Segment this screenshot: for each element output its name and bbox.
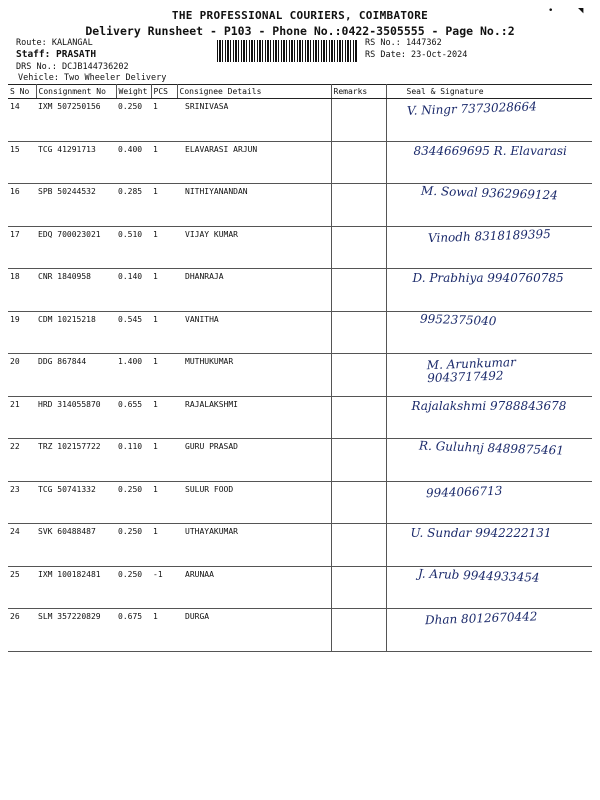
handwritten-signature: M. Arunkumar 9043717492 xyxy=(426,355,516,386)
handwritten-signature: 9944066713 xyxy=(425,483,503,500)
consignment-number: SLM 357220829 xyxy=(36,609,116,652)
serial-number: 22 xyxy=(8,439,36,482)
column-header: Consignment No xyxy=(36,85,116,99)
pieces-count: 1 xyxy=(151,481,177,524)
rs-date: RS Date: 23-Oct-2024 xyxy=(365,50,468,60)
serial-number: 24 xyxy=(8,524,36,567)
drs-number: DRS No.: DCJB144736202 xyxy=(16,62,129,72)
consignee-name: VIJAY KUMAR xyxy=(177,226,331,269)
signature-cell xyxy=(386,99,592,142)
pieces-count: 1 xyxy=(151,184,177,227)
consignment-number: CDM 10215218 xyxy=(36,311,116,354)
handwritten-signature: V. Ningr 7373028664 xyxy=(406,99,537,118)
table-row xyxy=(8,141,592,184)
pieces-count: -1 xyxy=(151,566,177,609)
signature-cell xyxy=(386,269,592,312)
consignment-number: DDG 867844 xyxy=(36,354,116,397)
serial-number: 26 xyxy=(8,609,36,652)
signature-cell xyxy=(386,184,592,227)
consignment-number: TCG 41291713 xyxy=(36,141,116,184)
serial-number: 19 xyxy=(8,311,36,354)
consignee-name: ELAVARASI ARJUN xyxy=(177,141,331,184)
handwritten-signature: 9952375040 xyxy=(419,311,497,328)
weight-value: 0.110 xyxy=(116,439,151,482)
handwritten-signature: Vinodh 8318189395 xyxy=(427,226,551,245)
remarks-cell xyxy=(331,311,386,354)
column-header: PCS xyxy=(151,85,177,99)
table-row xyxy=(8,566,592,609)
consignee-name: RAJALAKSHMI xyxy=(177,396,331,439)
signature-cell xyxy=(386,396,592,439)
consignment-number: TRZ 102157722 xyxy=(36,439,116,482)
weight-value: 0.510 xyxy=(116,226,151,269)
signature-cell xyxy=(386,439,592,482)
weight-value: 0.675 xyxy=(116,609,151,652)
runsheet-title: Delivery Runsheet - P103 - Phone No.:0422-3505555 - Page No.:2 xyxy=(85,24,515,38)
consignee-name: VANITHA xyxy=(177,311,331,354)
staff-label: Staff: PRASATH xyxy=(16,49,97,60)
pieces-count: 1 xyxy=(151,524,177,567)
column-header: Consignee Details xyxy=(177,85,331,99)
handwritten-signature: 8344669695 R. Elavarasi xyxy=(413,143,567,158)
consignment-number: SPB 50244532 xyxy=(36,184,116,227)
remarks-cell xyxy=(331,566,386,609)
rs-number: RS No.: 1447362 xyxy=(365,38,442,48)
consignment-number: CNR 1840958 xyxy=(36,269,116,312)
serial-number: 14 xyxy=(8,99,36,142)
table-row xyxy=(8,524,592,567)
table-row xyxy=(8,396,592,439)
serial-number: 20 xyxy=(8,354,36,397)
signature-cell xyxy=(386,354,592,397)
handwritten-signature: R. Guluhnj 8489875461 xyxy=(418,438,564,458)
pieces-count: 1 xyxy=(151,396,177,439)
consignment-number: HRD 314055870 xyxy=(36,396,116,439)
consignee-name: UTHAYAKUMAR xyxy=(177,524,331,567)
signature-cell xyxy=(386,524,592,567)
weight-value: 0.250 xyxy=(116,481,151,524)
signature-cell xyxy=(386,311,592,354)
serial-number: 15 xyxy=(8,141,36,184)
pieces-count: 1 xyxy=(151,226,177,269)
route-label: Route: KALANGAL xyxy=(16,38,93,48)
column-header: Weight xyxy=(116,85,151,99)
remarks-cell xyxy=(331,226,386,269)
table-row xyxy=(8,354,592,397)
column-header: S No xyxy=(8,85,36,99)
pieces-count: 1 xyxy=(151,99,177,142)
consignment-number: IXM 507250156 xyxy=(36,99,116,142)
weight-value: 0.400 xyxy=(116,141,151,184)
corner-mark-2: ◥ xyxy=(578,6,584,16)
table-row xyxy=(8,99,592,142)
remarks-cell xyxy=(331,354,386,397)
table-row xyxy=(8,269,592,312)
weight-value: 1.400 xyxy=(116,354,151,397)
serial-number: 25 xyxy=(8,566,36,609)
consignee-name: GURU PRASAD xyxy=(177,439,331,482)
table-row xyxy=(8,439,592,482)
signature-cell xyxy=(386,609,592,652)
consignee-name: ARUNAA xyxy=(177,566,331,609)
weight-value: 0.655 xyxy=(116,396,151,439)
consignee-name: SULUR FOOD xyxy=(177,481,331,524)
pieces-count: 1 xyxy=(151,311,177,354)
handwritten-signature: J. Arub 9944933454 xyxy=(417,566,540,585)
consignment-number: SVK 60488487 xyxy=(36,524,116,567)
consignee-name: NITHIYANANDAN xyxy=(177,184,331,227)
table-row xyxy=(8,311,592,354)
consignment-number: IXM 100182481 xyxy=(36,566,116,609)
handwritten-signature: M. Sowal 9362969124 xyxy=(420,183,558,203)
serial-number: 16 xyxy=(8,184,36,227)
signature-cell xyxy=(386,481,592,524)
remarks-cell xyxy=(331,141,386,184)
signature-cell xyxy=(386,566,592,609)
remarks-cell xyxy=(331,99,386,142)
signature-cell xyxy=(386,226,592,269)
pieces-count: 1 xyxy=(151,609,177,652)
signature-cell xyxy=(386,141,592,184)
serial-number: 18 xyxy=(8,269,36,312)
pieces-count: 1 xyxy=(151,439,177,482)
vehicle-label: Vehicle: Two Wheeler Delivery xyxy=(18,73,167,83)
pieces-count: 1 xyxy=(151,354,177,397)
column-header: Remarks xyxy=(331,85,386,99)
column-header: Seal & Signature xyxy=(386,85,592,99)
handwritten-signature: Rajalakshmi 9788843678 xyxy=(411,398,567,413)
remarks-cell xyxy=(331,439,386,482)
remarks-cell xyxy=(331,524,386,567)
weight-value: 0.140 xyxy=(116,269,151,312)
serial-number: 23 xyxy=(8,481,36,524)
weight-value: 0.250 xyxy=(116,99,151,142)
serial-number: 21 xyxy=(8,396,36,439)
serial-number: 17 xyxy=(8,226,36,269)
pieces-count: 1 xyxy=(151,269,177,312)
table-row xyxy=(8,226,592,269)
weight-value: 0.250 xyxy=(116,566,151,609)
pieces-count: 1 xyxy=(151,141,177,184)
consignee-name: DURGA xyxy=(177,609,331,652)
remarks-cell xyxy=(331,609,386,652)
weight-value: 0.545 xyxy=(116,311,151,354)
remarks-cell xyxy=(331,396,386,439)
remarks-cell xyxy=(331,269,386,312)
table-row xyxy=(8,609,592,652)
remarks-cell xyxy=(331,481,386,524)
corner-mark: • xyxy=(548,6,554,16)
company-title: THE PROFESSIONAL COURIERS, COIMBATORE xyxy=(171,9,429,22)
weight-value: 0.285 xyxy=(116,184,151,227)
runsheet-table xyxy=(8,84,592,652)
handwritten-signature: U. Sundar 9942222131 xyxy=(410,526,552,540)
weight-value: 0.250 xyxy=(116,524,151,567)
table-header-row xyxy=(8,85,592,99)
handwritten-signature: Dhan 8012670442 xyxy=(424,609,538,628)
table-row xyxy=(8,481,592,524)
consignment-number: EDQ 700023021 xyxy=(36,226,116,269)
handwritten-signature: D. Prabhiya 9940760785 xyxy=(412,271,564,285)
consignment-number: TCG 50741332 xyxy=(36,481,116,524)
consignee-name: SRINIVASA xyxy=(177,99,331,142)
table-row xyxy=(8,184,592,227)
consignee-name: MUTHUKUMAR xyxy=(177,354,331,397)
consignee-name: DHANRAJA xyxy=(177,269,331,312)
remarks-cell xyxy=(331,184,386,227)
barcode xyxy=(217,40,357,62)
